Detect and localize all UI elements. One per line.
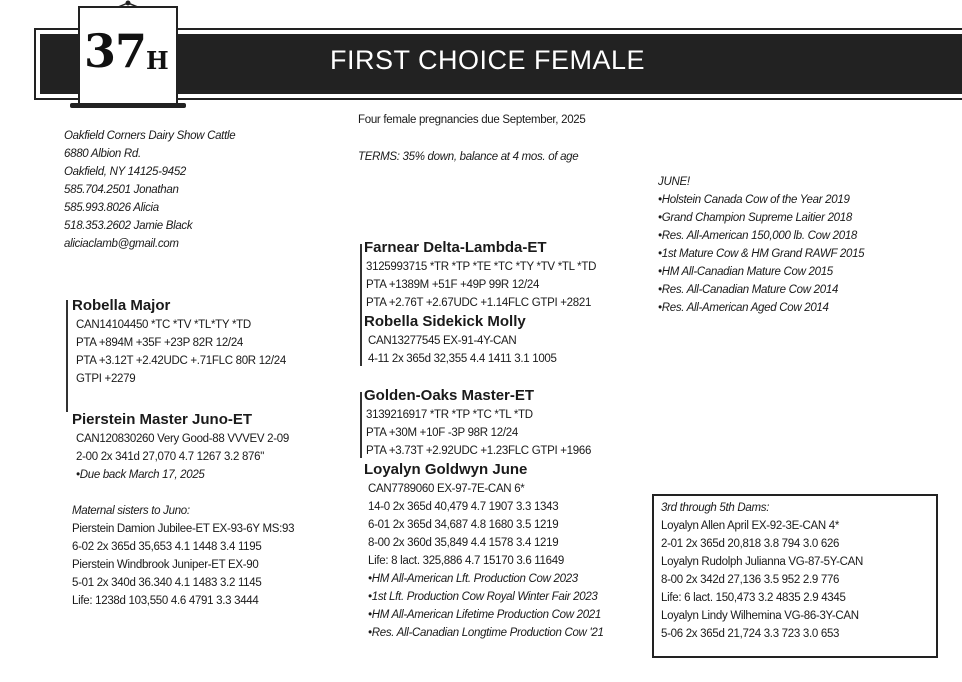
sire-block	[72, 296, 286, 388]
june-heading: JUNE!	[658, 176, 690, 188]
mgs-id-line: 3125993715 *TR *TP *TE *TC *TY *TV *TL *TD	[366, 261, 597, 273]
ggdam-honor: •1st Lft. Production Cow Royal Winter Fair 2023	[368, 591, 598, 603]
dam-name: Pierstein Master Juno-ET	[72, 411, 253, 428]
mggs-id-line: 3139216917 *TR *TP *TC *TL *TD	[366, 409, 533, 421]
mggs-pta-line: PTA +3.73T +2.92UDC +1.23FLC GTPI +1966	[366, 445, 592, 457]
consignor-email[interactable]: aliciaclamb@gmail.com	[64, 238, 179, 250]
sister-line: Pierstein Windbrook Juniper-ET EX-90	[72, 559, 259, 571]
sister-line: Pierstein Damion Jubilee-ET EX-93-6Y MS:93	[72, 523, 295, 535]
dam-block	[72, 410, 289, 484]
pedigree-bracket	[360, 244, 362, 366]
dam-lifetime-line: Life: 6 lact. 150,473 3.2 4835 2.9 4345	[661, 592, 846, 604]
dam-line: Loyalyn Lindy Wilhemina VG-86-3Y-CAN	[661, 610, 859, 622]
page-title: FIRST CHOICE FEMALE	[330, 45, 646, 75]
gdam-name: Robella Sidekick Molly	[364, 313, 526, 330]
lot-number: 37	[84, 24, 147, 78]
maternal-heading: Maternal sisters to Juno:	[72, 505, 190, 517]
consignor-farm: Oakfield Corners Dairy Show Cattle	[64, 130, 236, 142]
mggs-name: Golden-Oaks Master-ET	[364, 387, 535, 404]
consignor-block	[64, 127, 235, 253]
june-honor: •Grand Champion Supreme Laitier 2018	[658, 212, 852, 224]
sire-pta-line: PTA +3.12T +2.42UDC +.71FLC 80R 12/24	[76, 355, 286, 367]
mgs-name: Farnear Delta-Lambda-ET	[364, 239, 547, 256]
dam-line: Loyalyn Rudolph Julianna VG-87-5Y-CAN	[661, 556, 863, 568]
june-honor: •Res. All-American 150,000 lb. Cow 2018	[658, 230, 858, 242]
ggdam-record-line: 14-0 2x 365d 40,479 4.7 1907 3.3 1343	[368, 501, 559, 513]
ggdam-lifetime-line: Life: 8 lact. 325,886 4.7 15170 3.6 11649	[368, 555, 564, 567]
offer-terms: TERMS: 35% down, balance at 4 mos. of age	[358, 151, 579, 163]
lot-suffix: H	[146, 46, 169, 75]
sire-id-line: CAN14104450 *TC *TV *TL*TY *TD	[76, 319, 251, 331]
ggdam-name: Loyalyn Goldwyn June	[364, 461, 528, 478]
ggdam-honor: •HM All-American Lft. Production Cow 2023	[368, 573, 578, 585]
mgs-block	[364, 238, 596, 368]
dam-record-line: 2-00 2x 341d 27,070 4.7 1267 3.2 876"	[76, 451, 265, 463]
sire-pta-line: PTA +894M +35F +23P 82R 12/24	[76, 337, 244, 349]
pedigree-bracket	[66, 300, 68, 412]
mggs-block	[364, 386, 604, 642]
maternal-sisters-block	[72, 502, 294, 610]
sister-record-line: Life: 1238d 103,550 4.6 4791 3.3 3444	[72, 595, 259, 607]
mggs-pta-line: PTA +30M +10F -3P 98R 12/24	[366, 427, 518, 439]
june-honor: •Res. All-American Aged Cow 2014	[658, 302, 829, 314]
sire-name: Robella Major	[72, 297, 171, 314]
june-honor: •Holstein Canada Cow of the Year 2019	[658, 194, 850, 206]
dam-record-line: 5-06 2x 365d 21,724 3.3 723 3.0 653	[661, 628, 840, 640]
offer-description: Four female pregnancies due September, 2025	[358, 114, 586, 126]
ggdam-record-line: 8-00 2x 360d 35,849 4.4 1578 3.4 1219	[368, 537, 559, 549]
dams-box-heading: 3rd through 5th Dams:	[661, 502, 770, 514]
ggdam-honor: •HM All-American Lifetime Production Cow 2021	[368, 609, 601, 621]
sister-record-line: 5-01 2x 340d 36.340 4.1 1483 3.2 1145	[72, 577, 262, 589]
ggdam-id-line: CAN7789060 EX-97-7E-CAN 6*	[368, 483, 525, 495]
dam-record-line: 8-00 2x 342d 27,136 3.5 952 2.9 776	[661, 574, 840, 586]
dam-id-line: CAN120830260 Very Good-88 VVVEV 2-09	[76, 433, 289, 445]
gdam-id-line: CAN13277545 EX-91-4Y-CAN	[368, 335, 517, 347]
sister-record-line: 6-02 2x 365d 35,653 4.1 1448 3.4 1195	[72, 541, 262, 553]
dam-due-note: •Due back March 17, 2025	[76, 469, 205, 481]
dam-line: Loyalyn Allen April EX-92-3E-CAN 4*	[661, 520, 840, 532]
consignor-address: 6880 Albion Rd.	[64, 148, 141, 160]
consignor-phone[interactable]: 585.993.8026 Alicia	[64, 202, 159, 214]
mgs-pta-line: PTA +2.76T +2.67UDC +1.14FLC GTPI +2821	[366, 297, 592, 309]
june-honor: •HM All-Canadian Mature Cow 2015	[658, 266, 833, 278]
ggdam-record-line: 6-01 2x 365d 34,687 4.8 1680 3.5 1219	[368, 519, 559, 531]
sign-rod	[70, 103, 186, 108]
consignor-phone[interactable]: 518.353.2602 Jamie Black	[64, 220, 193, 232]
consignor-city: Oakfield, NY 14125-9452	[64, 166, 187, 178]
consignor-phone[interactable]: 585.704.2501 Jonathan	[64, 184, 179, 196]
june-honor: •1st Mature Cow & HM Grand RAWF 2015	[658, 248, 865, 260]
pedigree-bracket	[360, 392, 362, 458]
dams-box-content	[661, 499, 863, 643]
june-honors-block	[658, 173, 864, 317]
ggdam-honor: •Res. All-Canadian Longtime Production Cow '21	[368, 627, 604, 639]
june-honor: •Res. All-Canadian Mature Cow 2014	[658, 284, 839, 296]
sire-gtpi-line: GTPI +2279	[76, 373, 136, 385]
dam-record-line: 2-01 2x 365d 20,818 3.8 794 3.0 626	[661, 538, 840, 550]
gdam-record-line: 4-11 2x 365d 32,355 4.4 1411 3.1 1005	[368, 353, 557, 365]
mgs-pta-line: PTA +1389M +51F +49P 99R 12/24	[366, 279, 540, 291]
